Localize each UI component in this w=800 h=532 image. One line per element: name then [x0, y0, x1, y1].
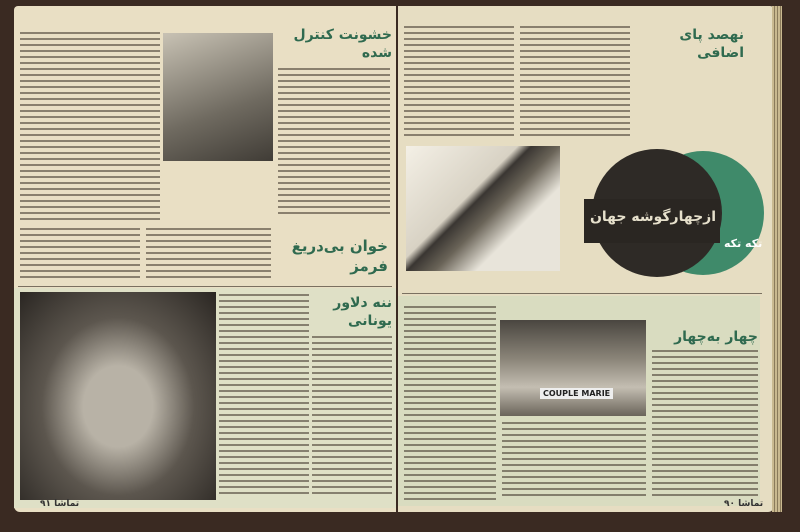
headline-controlled-violence: خشونت کنترل شده: [293, 27, 392, 61]
divider: [18, 286, 392, 287]
article-column: [404, 306, 496, 501]
cinema-photo: [500, 320, 646, 416]
page-folio: تماشا ۹۰: [724, 499, 764, 509]
logo-title: ازچهارگوشه جهان: [589, 209, 717, 225]
article-column: [278, 68, 390, 218]
photo-sign: COUPLE MARIE: [540, 388, 613, 399]
article-column: [520, 26, 630, 136]
page-edges: [772, 6, 782, 512]
article-column: [404, 26, 514, 136]
page-folio: تماشا ۹۱: [40, 499, 80, 509]
around-world-logo: [584, 149, 764, 277]
object-photo: [406, 146, 560, 271]
girl-portrait-photo: [20, 292, 216, 500]
article-column: [20, 228, 140, 278]
left-page: [14, 6, 396, 512]
headline-greek-mother: ننه دلاور یونانی: [333, 295, 392, 329]
headline-900-feet: نهصد پای اضافی: [679, 27, 744, 61]
article-column: [219, 294, 309, 494]
article-column: [652, 350, 758, 498]
karate-photo: [163, 33, 273, 161]
divider: [402, 293, 762, 294]
logo-side-text: تکه تکه: [724, 237, 763, 250]
right-page: [398, 6, 774, 512]
article-column: [502, 422, 646, 500]
headline-red-blood: خوان بی‌دریغ فرمز: [291, 237, 388, 275]
article-column: [312, 336, 392, 496]
article-column: [20, 32, 160, 222]
headline-four-by-four: چهار به‌چهار: [674, 329, 758, 345]
article-column: [146, 228, 271, 278]
